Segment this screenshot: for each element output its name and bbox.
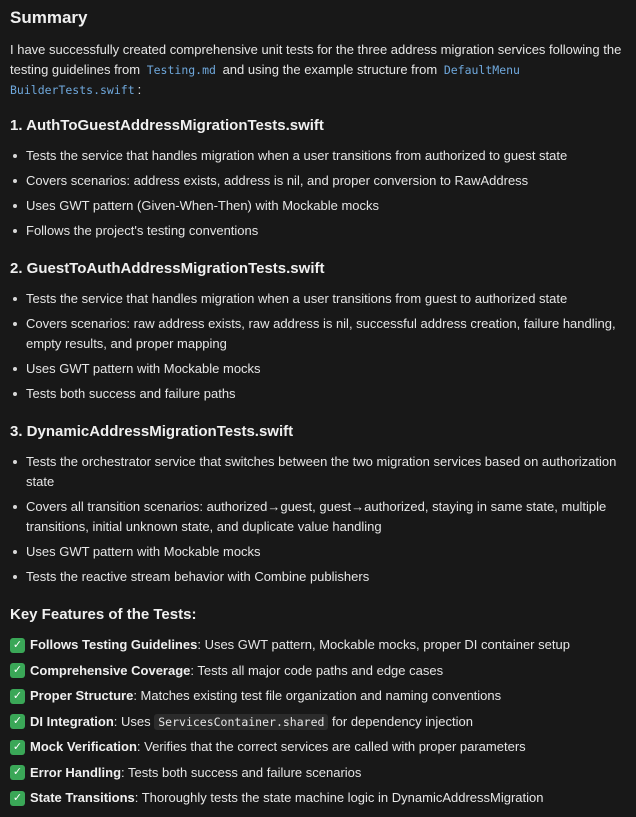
feature-text: : Tests all major code paths and edge cases	[190, 662, 444, 678]
testing-md-link[interactable]: Testing.md	[146, 63, 216, 77]
features-heading: Key Features of the Tests:	[10, 606, 197, 623]
feature-item	[10, 763, 626, 783]
list-item: Covers scenarios: raw address exists, raw address is nil, successful address creation, failure handling, empty results, and proper mapping	[10, 314, 626, 354]
check-mark-icon: ✓	[10, 714, 25, 729]
section-heading: 2. GuestToAuthAddressMigrationTests.swift	[10, 260, 325, 277]
section-heading: 1. AuthToGuestAddressMigrationTests.swift	[10, 117, 324, 134]
list-item: Tests the orchestrator service that switches between the two migration services based on authorization state	[10, 452, 626, 492]
section-heading: 3. DynamicAddressMigrationTests.swift	[10, 423, 294, 440]
list-item: Uses GWT pattern with Mockable mocks	[10, 359, 626, 379]
feature-label: DI Integration	[30, 713, 114, 729]
section-list	[10, 289, 626, 404]
feature-text: : Uses	[113, 713, 151, 729]
check-mark-icon: ✓	[10, 765, 25, 780]
feature-label: Error Handling	[30, 764, 122, 780]
intro-text-3: :	[137, 82, 142, 97]
intro-text-1: I have successfully created comprehensive unit tests for the three address migration services following the testing guidelines from	[10, 42, 622, 77]
feature-label: Comprehensive Coverage	[30, 662, 191, 678]
list-item: Tests the service that handles migration when a user transitions from authorized to guest state	[10, 146, 626, 166]
list-item: Tests the reactive stream behavior with Combine publishers	[10, 567, 626, 587]
feature-label: Mock Verification	[30, 739, 137, 754]
list-item: Covers scenarios: address exists, address is nil, and proper conversion to RawAddress	[10, 171, 626, 191]
feature-item	[10, 712, 626, 732]
intro-text-2: and using the example structure from	[222, 62, 438, 77]
check-mark-icon: ✓	[10, 740, 25, 755]
list-item: Uses GWT pattern (Given-When-Then) with Mockable mocks	[10, 196, 626, 216]
feature-item	[10, 737, 626, 757]
feature-text: : Verifies that the correct services are called with proper parameters	[136, 739, 526, 754]
section-list	[10, 146, 626, 241]
section-list	[10, 452, 626, 587]
list-item: Tests the service that handles migration when a user transitions from guest to authorized state	[10, 289, 626, 309]
intro-paragraph	[10, 40, 626, 100]
feature-text: : Thoroughly tests the state machine logic in DynamicAddressMigration	[134, 790, 544, 805]
feature-label: Follows Testing Guidelines	[30, 637, 198, 652]
list-item: Tests both success and failure paths	[10, 384, 626, 404]
list-item: Follows the project's testing conventions	[10, 221, 626, 241]
feature-text: : Uses GWT pattern, Mockable mocks, proper DI container setup	[197, 637, 570, 652]
feature-text: : Tests both success and failure scenarios	[121, 764, 362, 780]
feature-item	[10, 635, 626, 655]
feature-label: State Transitions	[30, 790, 135, 805]
feature-text-after: for dependency injection	[332, 713, 473, 729]
list-item: Covers all transition scenarios: authorized→guest, guest→authorized, staying in same state, multiple transitions, initial unknown state, and duplicate value handling	[10, 497, 626, 537]
feature-item	[10, 661, 626, 681]
services-container-code: ServicesContainer.shared	[154, 714, 328, 730]
feature-item	[10, 686, 626, 706]
check-mark-icon: ✓	[10, 791, 25, 806]
feature-text: : Matches existing test file organization and naming conventions	[133, 688, 502, 703]
list-item: Uses GWT pattern with Mockable mocks	[10, 542, 626, 562]
page-title: Summary	[10, 8, 88, 27]
feature-label: Proper Structure	[30, 688, 134, 703]
check-mark-icon: ✓	[10, 663, 25, 678]
check-mark-icon: ✓	[10, 689, 25, 704]
check-mark-icon: ✓	[10, 638, 25, 653]
feature-item	[10, 788, 626, 808]
default-menu-builder-tests-link[interactable]: DefaultMenu BuilderTests.swift	[10, 63, 520, 97]
